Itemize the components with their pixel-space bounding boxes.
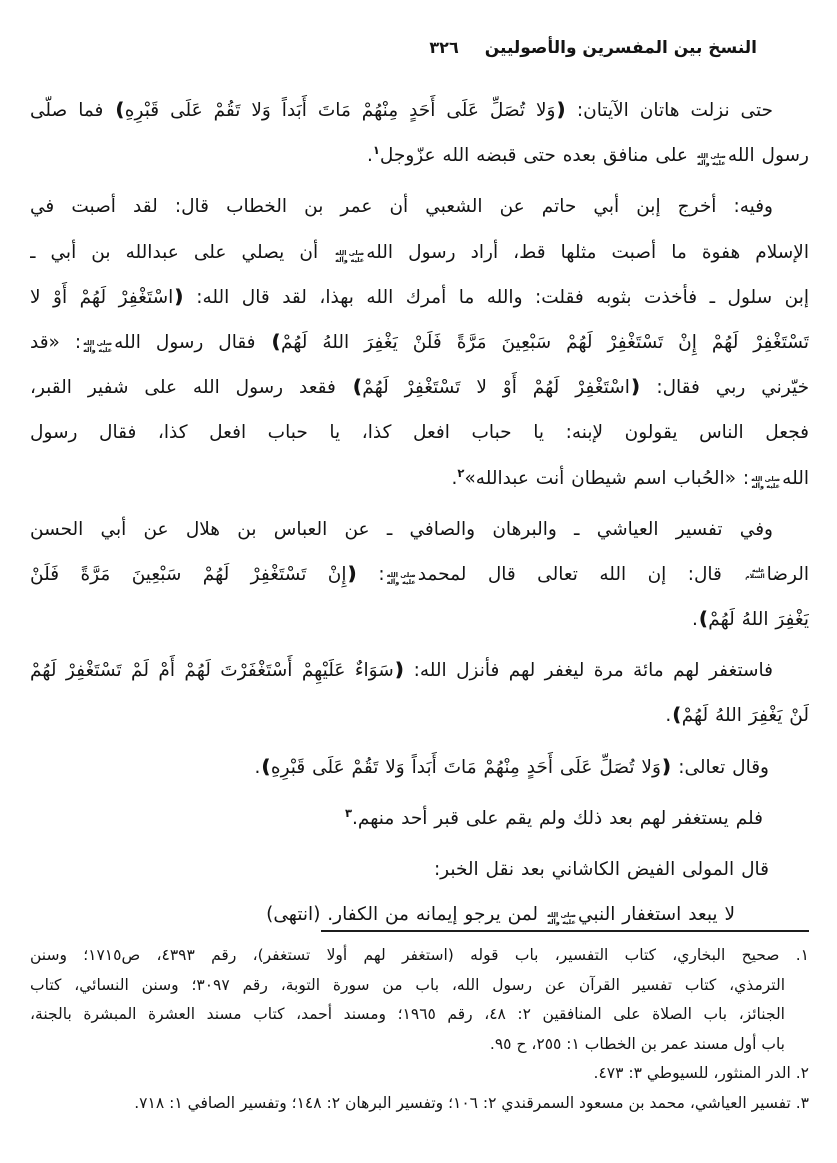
text-line: رسول اللهصلى الله عليه وآله على منافق بعده حتى قبضه الله عزّوجل$^١$. [366, 143, 809, 168]
footnote-lines [30, 941, 809, 1119]
footnote-marker: ١ [372, 143, 380, 158]
verse-close-bracket: ) [271, 331, 280, 353]
verse-close-bracket: ) [672, 705, 681, 727]
verse-close-bracket: ) [115, 100, 124, 121]
text-line: إبن سلول ـ فأخذت بثوبه فقلت: والله ما أمرك الله بهذا، لقد قال الله: (اسْتَغْفِرْ لَهُمْ أَوْ لا [30, 286, 809, 308]
text-line: فاستغفر لهم مائة مرة ليغفر لهم فأنزل الله: (سَوَاءٌ عَلَيْهِمْ أَسْتَغْفَرْتَ لَهُمْ أَمْ لَمْ تَسْتَغْفِرْ لَهُمْ [30, 660, 774, 682]
page-header [429, 38, 757, 58]
pbuh-symbol: صلى الله عليه وآله [546, 911, 576, 927]
text-line: الإسلام هفوة ما أصبت مثلها قط، أراد رسول اللهصلى الله عليه وآله أن يصلي على عبدالله بن أبي ـ [30, 241, 809, 264]
text-line: يَغْفِرَ اللهُ لَهُمْ). [691, 609, 809, 631]
paragraph [30, 507, 809, 643]
footnote-item [30, 941, 809, 1059]
text-line: الرضاعليه السلام قال: إن الله تعالى قال لمحمدصلى الله عليه وآله: (إِنْ تَسْتَغْفِرْ لَهُمْ سَبْعِينَ مَرَّةً فَلَنْ [30, 563, 809, 586]
text-line: اللهصلى الله عليه وآله: «الحُباب اسم شيطان أنت عبدالله»$^٢$. [451, 465, 809, 490]
footnote-marker: ٢ [457, 465, 465, 480]
verse-open-bracket: ( [394, 660, 404, 682]
text-line: فلم يستغفر لهم بعد ذلك ولم يقم على قبر أحد منهم.$^٣$ [345, 805, 763, 829]
paragraph [30, 648, 809, 738]
paragraph [30, 796, 809, 841]
page-number: ٣٢٦ [429, 38, 459, 57]
paragraph [30, 745, 809, 790]
paragraph [30, 184, 809, 500]
text-line: وفي تفسير العياشي ـ والبرهان والصافي ـ عن العباس بن هلال عن أبي الحسن [30, 518, 773, 540]
text-line: تَسْتَغْفِرْ لَهُمْ إِنْ تَسْتَغْفِرْ لَهُمْ سَبْعِينَ مَرَّةً فَلَنْ يَغْفِرَ اللهُ لَهُمْ) فقال رسول اللهصلى الله عليه وآله: «قد [30, 331, 809, 354]
text-line: لَنْ يَغْفِرَ اللهُ لَهُمْ). [665, 705, 809, 727]
text-line: حتى نزلت هاتان الآيتان: (وَلا تُصَلِّ عَلَى أَحَدٍ مِنْهُمْ مَاتَ أَبَداً وَلا تَقُمْ عَلَى قَبْرِهِ) فما صلّى [30, 100, 773, 121]
running-title: النسخ بين المفسرين والأصوليين [484, 38, 757, 58]
footnote-marker: ٣ [345, 805, 353, 820]
footnote-line: ٣. تفسير العياشي، محمد بن مسعود السمرقندي ٢: ١٠٦؛ وتفسير البرهان ٢: ١٤٨؛ وتفسير الصافي ١: ٧١٨. [134, 1093, 809, 1112]
paragraph [30, 88, 809, 178]
footnote-separator [321, 930, 809, 932]
text-line: وقال تعالى: (وَلا تُصَلِّ عَلَى أَحَدٍ مِنْهُمْ مَاتَ أَبَداً وَلا تَقُمْ عَلَى قَبْرِهِ). [254, 756, 769, 778]
verse-close-bracket: ) [352, 377, 362, 399]
verse-open-bracket: ( [556, 100, 565, 121]
text-line: فجعل الناس يقولون لإبنه: يا حباب افعل كذا، يا حباب افعل كذا، فقال رسول [30, 422, 809, 444]
pbuh-symbol: صلى الله عليه وآله [335, 248, 365, 264]
verse-open-bracket: ( [174, 286, 183, 308]
footnote-line: ١. صحيح البخاري، كتاب التفسير، باب قوله (استغفر لهم أولا تستغفر)، رقم ٤٣٩٣، ص١٧١٥؛ وسنن [30, 946, 809, 964]
footnotes-section [30, 930, 809, 1119]
footnote-item [30, 1089, 809, 1119]
footnote-item [30, 1059, 809, 1089]
text-line: وفيه: أخرج إبن أبي حاتم عن الشعبي أن عمر بن الخطاب قال: لقد أصبت في [30, 196, 773, 218]
text-line: خيّرني ربي فقال: (اسْتَغْفِرْ لَهُمْ أَوْ لا تَسْتَغْفِرْ لَهُمْ) فقعد رسول الله على شفير القبر، [30, 377, 809, 399]
footnote-line: ٢. الدر المنثور، للسيوطي ٣: ٤٧٣. [593, 1064, 809, 1083]
verse-close-bracket: ) [261, 756, 270, 778]
pbuh-symbol: صلى الله عليه وآله [751, 474, 781, 490]
alayhissalam-symbol: عليه السلام [745, 566, 765, 580]
footnote-line: باب أول مسند عمر بن الخطاب ١: ٢٥٥، ح ٩٥. [489, 1034, 785, 1053]
verse-open-bracket: ( [661, 756, 671, 778]
footnote-line: الجنائز، باب الصلاة على المنافقين ٢: ٤٨، رقم ١٩٦٥؛ ومسند أحمد، كتاب مسند العشرة المبشرة بالجنة، [30, 1005, 785, 1024]
text-line: قال المولى الفيض الكاشاني بعد نقل الخبر: [433, 859, 769, 880]
body-text [30, 88, 809, 937]
footnote-line: الترمذي، كتاب تفسير القرآن عن رسول الله، باب من سورة التوبة، رقم ٣٠٩٧؛ وسنن النسائي، كتاب [30, 975, 785, 994]
pbuh-symbol: صلى الله عليه وآله [386, 571, 416, 586]
verse-open-bracket: ( [630, 377, 640, 399]
verse-open-bracket: ( [347, 563, 357, 585]
text-line: لا يبعد استغفار النبيصلى الله عليه وآله لمن يرجو إيمانه من الكفار. (انتهى) [266, 904, 735, 927]
verse-close-bracket: ) [698, 609, 708, 631]
paragraph [30, 847, 809, 937]
pbuh-symbol: صلى الله عليه وآله [83, 339, 113, 354]
pbuh-symbol: صلى الله عليه وآله [696, 152, 726, 168]
